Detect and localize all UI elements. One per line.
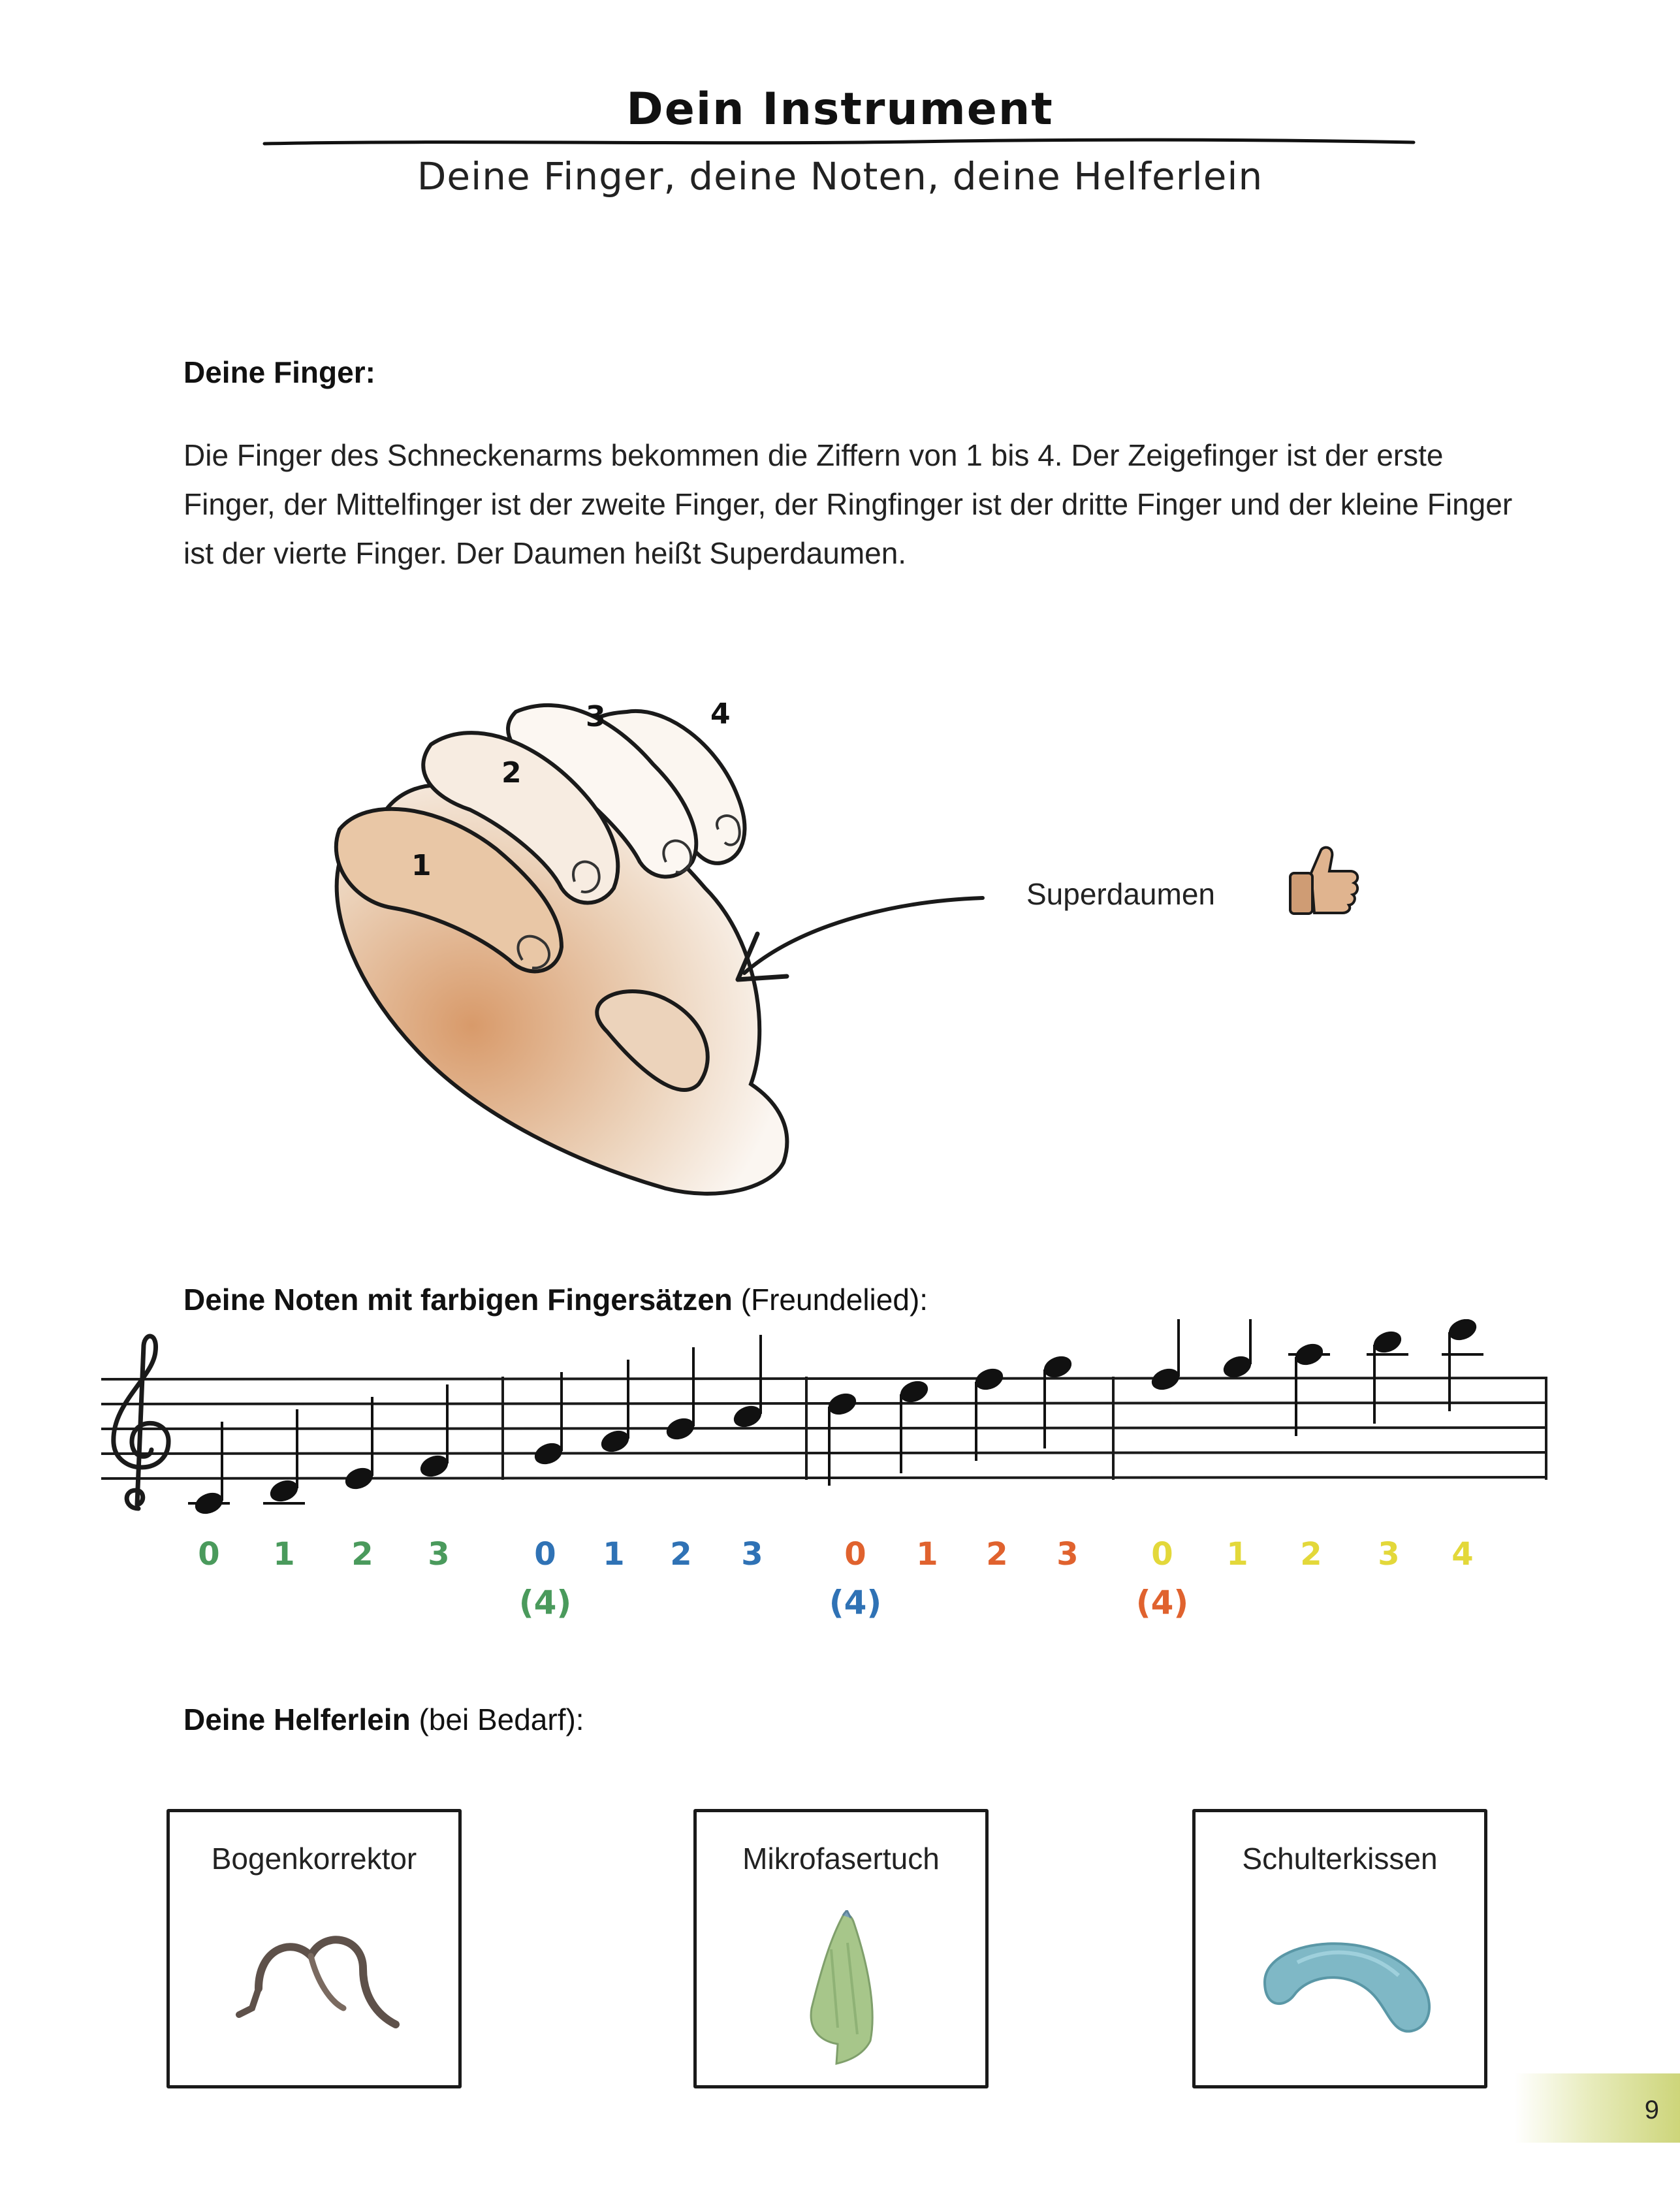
bow-corrector-icon xyxy=(232,1910,402,2054)
notes-heading-bold: Deine Noten mit farbigen Fingersätzen xyxy=(183,1283,733,1317)
page-subtitle: Deine Finger, deine Noten, deine Helferlein xyxy=(417,154,1263,199)
notes-heading-note: (Freundelied): xyxy=(732,1283,928,1317)
finger-label-3: 3 xyxy=(586,700,606,733)
alt-fingering: (4) xyxy=(518,1584,572,1622)
page-number: 9 xyxy=(1644,2096,1659,2124)
alt-fingering: (4) xyxy=(1135,1584,1189,1622)
page-title: Dein Instrument xyxy=(626,84,1054,135)
helper-label: Schulterkissen xyxy=(1242,1842,1438,1876)
title-divider xyxy=(261,136,1417,149)
treble-clef-icon xyxy=(114,1336,168,1509)
fingering-number: 0 xyxy=(844,1536,866,1573)
hand-illustration xyxy=(300,666,1019,1228)
fingering-number: 2 xyxy=(1300,1536,1322,1573)
helpers-heading-note: (bei Bedarf): xyxy=(410,1702,584,1736)
fingering-number: 3 xyxy=(1378,1536,1400,1573)
fingering-number: 0 xyxy=(198,1536,220,1573)
fingering-number: 2 xyxy=(351,1536,373,1573)
fingers-heading: Deine Finger: xyxy=(183,355,375,389)
helper-card-bogenkorrektor xyxy=(166,1809,462,2088)
page-number-tab xyxy=(1515,2073,1680,2143)
thumbs-up-icon xyxy=(1285,844,1363,916)
helper-card-mikrofasertuch xyxy=(693,1809,989,2088)
fingering-number: 0 xyxy=(534,1536,556,1573)
helpers-heading-bold: Deine Helferlein xyxy=(183,1702,411,1736)
fingering-number: 1 xyxy=(603,1536,625,1573)
notes-heading xyxy=(183,1282,928,1317)
fingering-number: 4 xyxy=(1451,1536,1474,1573)
shoulder-pad-icon xyxy=(1258,1910,1434,2047)
fingers-paragraph: Die Finger des Schneckenarms bekommen die Ziffern von 1 bis 4. Der Zeigefinger ist der erste Finger, der Mittelfinger ist der zweite Finger, der Ringfinger ist der dritte Finger und der kleine Finger ist der vierte Finger. Der Daumen heißt Superdaumen. xyxy=(183,438,1513,570)
fingering-number: 2 xyxy=(670,1536,692,1573)
helper-label: Mikrofasertuch xyxy=(742,1842,940,1876)
finger-label-2: 2 xyxy=(501,756,522,790)
microfiber-cloth-icon xyxy=(759,1910,929,2067)
fingering-number: 3 xyxy=(741,1536,763,1573)
alt-fingering: (4) xyxy=(829,1584,882,1622)
helper-card-schulterkissen xyxy=(1192,1809,1487,2088)
music-staff xyxy=(98,1319,1554,1528)
fingering-number: 0 xyxy=(1151,1536,1173,1573)
fingering-number: 1 xyxy=(916,1536,938,1573)
fingering-number: 1 xyxy=(1226,1536,1248,1573)
finger-label-1: 1 xyxy=(411,849,432,882)
helper-label: Bogenkorrektor xyxy=(211,1842,417,1876)
helpers-heading xyxy=(183,1702,584,1737)
fingering-number: 1 xyxy=(273,1536,295,1573)
finger-label-4: 4 xyxy=(710,697,731,731)
fingering-number: 3 xyxy=(428,1536,450,1573)
superdaumen-label: Superdaumen xyxy=(1026,877,1215,911)
fingering-number: 2 xyxy=(986,1536,1008,1573)
fingering-number: 3 xyxy=(1056,1536,1079,1573)
